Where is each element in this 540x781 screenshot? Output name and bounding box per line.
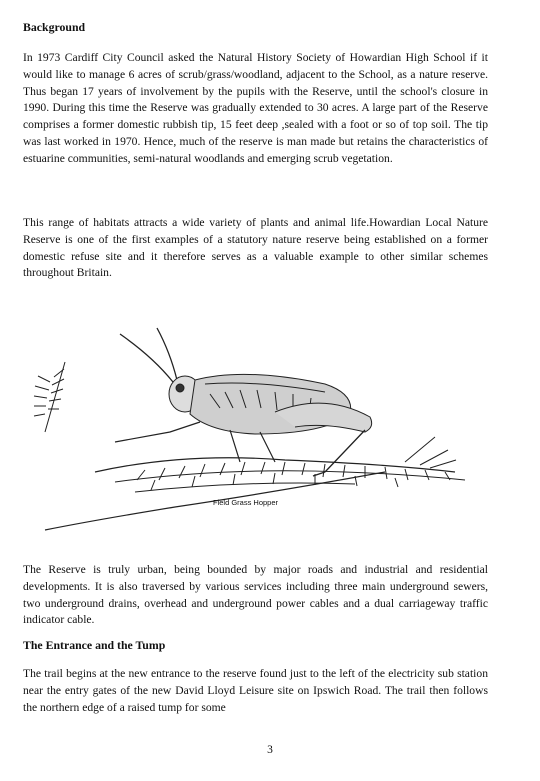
page-number: 3 xyxy=(267,744,273,756)
heading-entrance: The Entrance and the Tump xyxy=(23,638,166,652)
paragraph-habitats: This range of habitats attracts a wide variety of plants and animal life.Howardian Local Nature Reserve is one of the first examples of a statutory nature reserve being established on a former domestic refuse site and it therefore serves as a valuable example to other similar schemes throughout Britain. xyxy=(23,216,488,280)
paragraph-history: In 1973 Cardiff City Council asked the Natural History Society of Howardian High School if it would like to manage 6 acres of scrub/grass/woodland, adjacent to the School, as a nature reserve. Thus began 17 years of involvement by the pupils with the Reserve, until the school's closure in 1990. During this time the Reserve was gradually extended to 30 acres. A large part of the Reserve comprises a former domestic rubbish tip, 15 feet deep ,sealed with a foot or so of top soil. The tip was last worked in 1970. Hence, much of the reserve is man made but retains the characteristics of estuarine communities, semi-natural woodlands and emerging scrub vegetation. xyxy=(23,51,488,165)
paragraph-trail: The trail begins at the new entrance to the reserve found just to the left of the electricity sub station near the entry gates of the new David Lloyd Leisure site on Ipswich Road. The trail then follows the northern edge of a raised tump for some xyxy=(23,667,488,714)
illustration-caption: Field Grass Hopper xyxy=(213,498,279,507)
paragraph-urban: The Reserve is truly urban, being bounded by major roads and industrial and residential developments. It is also traversed by various services including three main underground sewers, two underground drains, overhead and underground power cables and a dual carriageway traffic indicator cable. xyxy=(23,563,488,627)
heading-background: Background xyxy=(23,20,86,34)
